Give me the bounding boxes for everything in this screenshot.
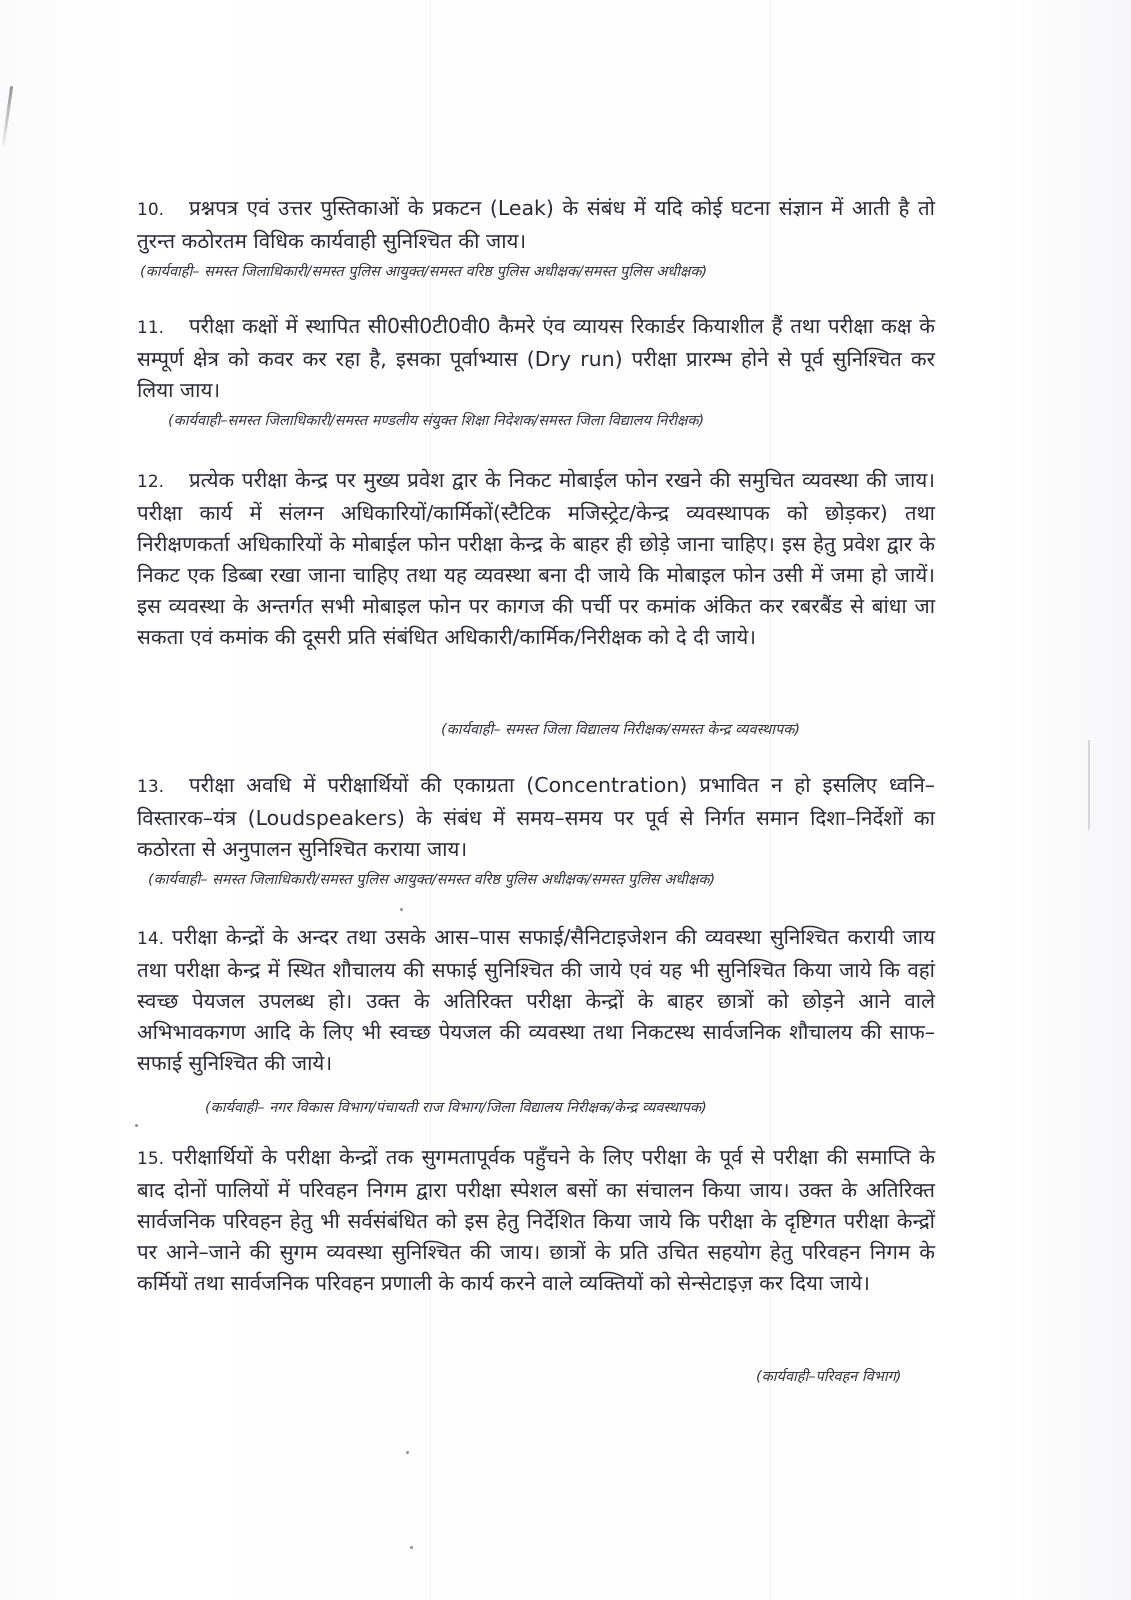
action-line-10: (कार्यवाही– समस्त जिलाधिकारी/समस्त पुलिस आयुक्त/समस्त वरिष्ठ पुलिस अधीक्षक/समस्त पुलिस अधीक्षक) [140, 264, 708, 280]
paragraph-11 [137, 311, 935, 406]
paragraph-number: 14. [137, 929, 165, 949]
paragraph-13 [137, 770, 935, 865]
paragraph-14 [137, 922, 935, 1079]
paragraph-text: परीक्षा अवधि में परीक्षार्थियों की एकाग्रता (Concentration) प्रभावित न हो इसलिए ध्वनि–विस्तारक–यंत्र (Loudspeakers) के संबंध में समय–समय पर पूर्व से निर्गत समान दिशा–निर्देशों का कठोरता से अनुपालन सुनिश्चित कराया जाय। [137, 773, 935, 861]
paragraph-text: परीक्षा कक्षों में स्थापित सी0सी0टी0वी0 कैमरे एंव व्यायस रिकार्डर कियाशील हैं तथा परीक्षा कक्ष के सम्पूर्ण क्षेत्र को कवर कर रहा है, इसका पूर्वाभ्यास (Dry run) परीक्षा प्रारम्भ होने से पूर्व सुनिश्चित कर लिया जाय। [137, 314, 935, 402]
paragraph-12 [137, 465, 935, 653]
paragraph-10 [137, 193, 935, 257]
paragraph-number: 11. [137, 318, 165, 338]
scan-edge-mark [1088, 740, 1090, 830]
action-line-14: (कार्यवाही– नगर विकास विभाग/पंचायती राज विभाग/जिला विद्यालय निरीक्षक/केन्द्र व्यवस्थापक) [205, 1100, 707, 1116]
scan-speck [406, 1451, 409, 1454]
paragraph-number: 15. [137, 1149, 165, 1169]
action-line-11: (कार्यवाही–समस्त जिलाधिकारी/समस्त मण्डलीय संयुक्त शिक्षा निदेशक/समस्त जिला विद्यालय निरीक्षक) [168, 413, 705, 429]
action-line-13: (कार्यवाही– समस्त जिलाधिकारी/समस्त पुलिस आयुक्त/समस्त वरिष्ठ पुलिस अधीक्षक/समस्त पुलिस अधीक्षक) [148, 872, 716, 888]
paragraph-number: 10. [137, 200, 165, 220]
paragraph-number: 13. [137, 777, 165, 797]
paragraph-text: प्रत्येक परीक्षा केन्द्र पर मुख्य प्रवेश द्वार के निकट मोबाईल फोन रखने की समुचित व्यवस्था की जाय। परीक्षा कार्य में संलग्न अधिकारियों/कार्मिकों(स्टैटिक मजिस्ट्रेट/केन्द्र व्यवस्थापक को छोड़कर) तथा निरीक्षणकर्ता अधिकारियों के मोबाईल फोन परीक्षा केन्द्र के बाहर ही छोड़े जाना चाहिए। इस हेतु प्रवेश द्वार के निकट एक डिब्बा रखा जाना चाहिए तथा यह व्यवस्था बना दी जाये कि मोबाइल फोन उसी में जमा हो जायें। इस व्यवस्था के अन्तर्गत सभी मोबाइल फोन पर कागज की पर्ची पर कमांक अंकित कर रबरबैंड से बांधा जा सकता एवं कमांक की दूसरी प्रति संबंधित अधिकारी/कार्मिक/निरीक्षक को दे दी जाये। [137, 468, 935, 649]
paragraph-text: परीक्षा केन्द्रों के अन्दर तथा उसके आस–पास सफाई/सैनिटाइजेशन की व्यवस्था सुनिश्चित करायी जाय तथा परीक्षा केन्द्र में स्थित शौचालय की सफाई सुनिश्चित की जाये एवं यह भी सुनिश्चित किया जाये कि वहां स्वच्छ पेयजल उपलब्ध हो। उक्त के अतिरिक्त परीक्षा केन्द्रों के बाहर छात्रों को छोड़ने आने वाले अभिभावकगण आदि के लिए भी स्वच्छ पेयजल की व्यवस्था तथा निकटस्थ सार्वजनिक शौचालय की साफ–सफाई सुनिश्चित की जाये। [137, 925, 935, 1075]
scan-edge-mark [2, 86, 13, 146]
scan-speck [135, 1124, 138, 1127]
paragraph-number: 12. [137, 472, 165, 492]
scan-speck [400, 908, 403, 911]
scan-speck [410, 1546, 413, 1549]
paragraph-text: प्रश्नपत्र एवं उत्तर पुस्तिकाओं के प्रकटन (Leak) के संबंध में यदि कोई घटना संज्ञान में आती है तो तुरन्त कठोरतम विधिक कार्यवाही सुनिश्चित की जाय। [137, 196, 935, 253]
paragraph-text: परीक्षार्थियों के परीक्षा केन्द्रों तक सुगमतापूर्वक पहुँचने के लिए परीक्षा के पूर्व से परीक्षा की समाप्ति के बाद दोनों पालियों में परिवहन निगम द्वारा परीक्षा स्पेशल बसों का संचालन किया जाय। उक्त के अतिरिक्त सार्वजनिक परिवहन हेतु भी सर्वसंबंधित को इस हेतु निर्देशित किया जाये कि परीक्षा के दृष्टिगत परीक्षा केन्द्रों पर आने–जाने की सुगम व्यवस्था सुनिश्चित की जाय। छात्रों के प्रति उचित सहयोग हेतु परिवहन निगम के कर्मियों तथा सार्वजनिक परिवहन प्रणाली के कार्य करने वाले व्यक्तियों को सेन्सेटाइज़ कर दिया जाये। [137, 1145, 935, 1295]
paragraph-15 [137, 1142, 935, 1299]
action-line-12: (कार्यवाही– समस्त जिला विद्यालय निरीक्षक/समस्त केन्द्र व्यवस्थापक) [441, 722, 800, 738]
action-line-15: (कार्यवाही–परिवहन विभाग) [756, 1369, 902, 1385]
